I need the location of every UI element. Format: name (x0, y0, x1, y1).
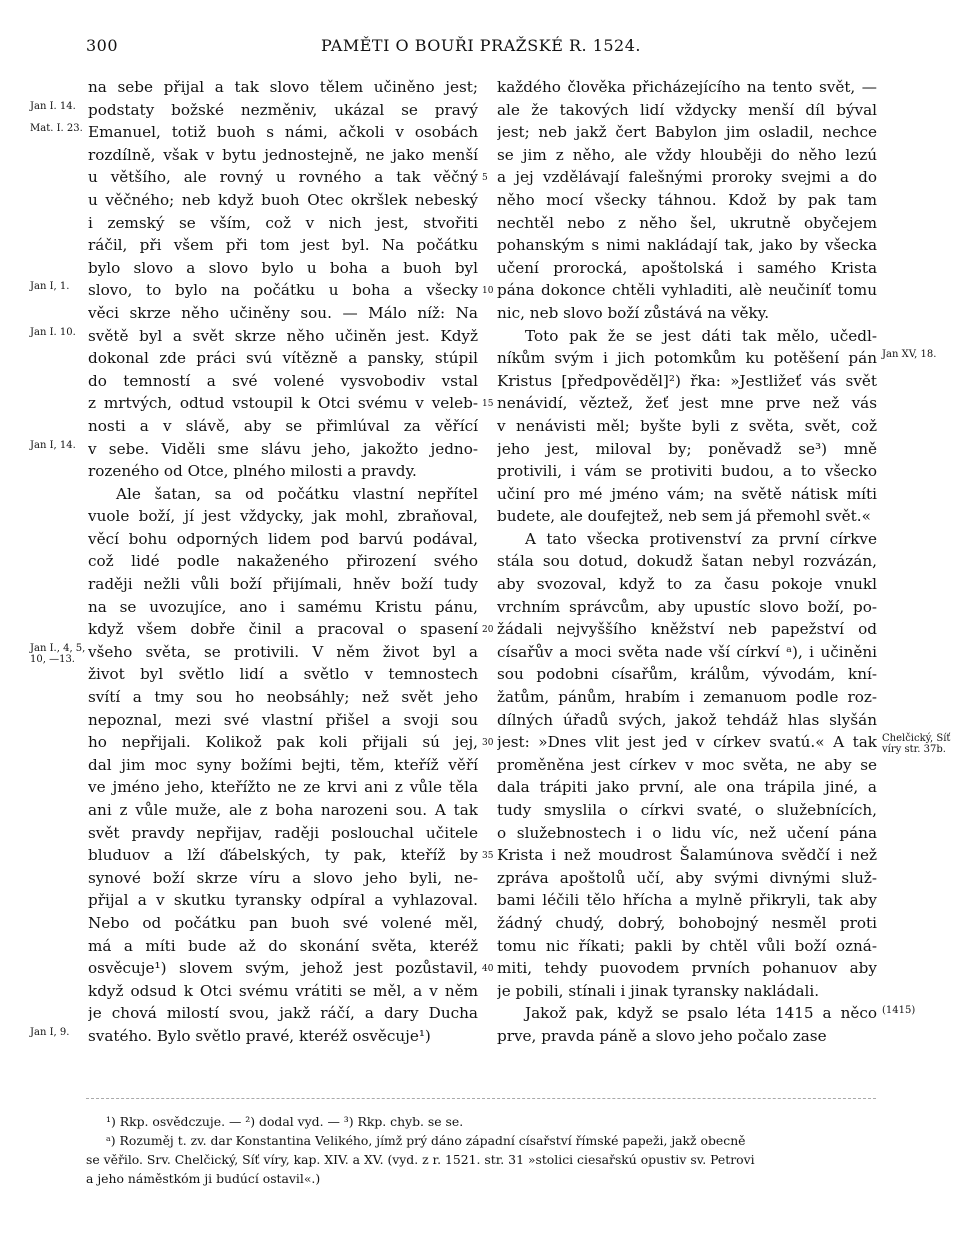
text-line: ani z vůle muže, ale z boha narozeni sou. A tak (88, 801, 478, 819)
text-line: jest; neb jakž čert Babylon jim osladil, nechce (497, 123, 877, 142)
text-line: miti, tehdy puovodem prvních pohanuov aby (497, 959, 877, 978)
text-line: Ale šatan, sa od počátku vlastní nepřítel (116, 484, 478, 503)
text-line: žádali nejvyššího kněžství neb papežství od (497, 620, 877, 639)
text-line: věci skrze něho učiněny sou. — Málo níž: Na (88, 303, 478, 322)
text-line: nechtěl nebo z něho šel, ukrutně obyčejem (497, 213, 877, 232)
text-line: A tato všecka protivenství za první církve (525, 529, 877, 548)
text-line: z mrtvých, odtud vstoupil k Otci svému v veleb- (88, 394, 478, 413)
footnote-divider (86, 1098, 876, 1100)
footnotes (86, 1112, 876, 1188)
text-line: zpráva apoštolů učí, aby svými divnými služ- (497, 868, 877, 887)
text-line: nic, neb slovo boží zůstává na věky. (497, 303, 770, 322)
footnote-line: se věřilo. Srv. Chelčický, Síť víry, kap. XIV. a XV. (vyd. z r. 1521. str. 31 »stolici ciesařskú opustiv sv. Petrovi (86, 1152, 755, 1167)
text-line: slovo, to bylo na počátku u boha a všecky (88, 281, 478, 300)
text-line: stála sou dotud, dokudž šatan nebyl rozvázán, (497, 552, 877, 571)
margin-note: Jan I. 14. (30, 100, 76, 112)
line-number: 10 (482, 286, 494, 297)
text-line: což lidé podle nakaženého přirození svého (88, 552, 478, 571)
text-line: protivili, i vám se protiviti budou, a to všecko (497, 462, 877, 481)
text-line: i zemský se vším, což v nich jest, stvořiti (88, 213, 478, 232)
text-line: má a míti bude až do skonání světa, kteréž (88, 936, 478, 955)
line-number: 35 (482, 851, 494, 862)
text-line: žatům, pánům, hrabím i zemanuom podle roz- (497, 688, 877, 707)
text-line: synové boží skrze víru a slovo jeho byli, ne- (88, 868, 478, 887)
text-line: nepoznal, mezi své vlastní přišel a svoji sou (88, 710, 478, 729)
text-line: ve jméno jeho, kteřížto ne ze krvi ani z vůle těla (88, 778, 478, 797)
text-line: žádný chudý, dobrý, bohobojný nesměl proti (497, 913, 877, 932)
line-number: 5 (482, 173, 488, 184)
margin-note: Jan I., 4, 5, 10, —13. (30, 643, 86, 665)
text-line: nosti a v slávě, aby se přimlúval za věřící (88, 416, 478, 435)
text-line: život byl světlo lidí a světlo v temnostech (88, 665, 478, 684)
margin-note: (1415) (882, 1004, 916, 1016)
text-line: tomu nic říkati; pakli by chtěl vůli boží ozná- (497, 936, 877, 955)
page-header (86, 36, 876, 60)
text-line: níkům svým i jich potomkům ku potěšení pán (497, 349, 877, 368)
text-line: se jim z něho, ale vždy hlouběji do něho lezú (497, 145, 877, 164)
text-line: rozdílně, však v bytu jednostejně, ne jako menší (88, 145, 478, 164)
text-line: Kristus [předpověděl]²) řka: »Jestližeť vás svět (497, 371, 877, 390)
line-number: 20 (482, 625, 494, 636)
text-line: rozeného od Otce, plného milosti a pravdy. (88, 462, 417, 481)
text-line: jest: »Dnes vlit jest jed v církev svatú.« A tak (497, 733, 877, 752)
text-line: vrchním správcům, aby upustíc slovo boží, po- (497, 597, 877, 616)
text-line: bluduov a lží ďábelských, ty pak, kteříž by (88, 846, 478, 865)
text-line: je pobili, stínali i jinak tyransky nakládali. (497, 981, 820, 1000)
text-line: světě byl a svět skrze něho učiněn jest. Když (88, 326, 478, 345)
text-line: bylo slovo a slovo bylo u boha a buoh byl (88, 258, 478, 277)
text-line: na se uvozujíce, ano i samému Kristu pánu, (88, 597, 478, 616)
text-line: když všem dobře činil a pracoval o spasení (88, 620, 478, 639)
text-line: dílných úřadů svých, jakož tehdáž hlas slyšán (497, 710, 877, 729)
text-line: a jej vzdělávají falešnými proroky svejmi a do (497, 168, 877, 187)
text-line: v nenávisti měl; byšte byli z světa, svět, což (497, 416, 877, 435)
left-text-column (88, 76, 478, 1048)
text-line: do temností a své volené vysvobodiv vstal (88, 371, 478, 390)
footnote-line: ¹) Rkp. osvědczuje. — ²) dodal vyd. — ³) Rkp. chyb. se se. (106, 1114, 464, 1129)
text-line: v sebe. Viděli sme slávu jeho, jakožto jedno- (88, 439, 478, 458)
line-number: 40 (482, 964, 494, 975)
text-line: budete, ale doufejtež, neb sem já přemohl svět.« (497, 507, 871, 526)
text-line: Emanuel, totiž buoh s námi, ačkoli v osobách (88, 123, 478, 142)
text-line: dala trápiti jako první, ale ona trápila jiné, a (497, 778, 877, 797)
margin-note: Jan XV, 18. (882, 349, 937, 361)
text-line: podstaty božské nezměniv, ukázal se pravý (88, 100, 478, 119)
right-text-column (497, 76, 877, 1048)
text-line: Jakož pak, když se psalo léta 1415 a něco (525, 1004, 877, 1023)
footnote-line: a jeho náměstkóm ji budúcí ostavil«.) (86, 1171, 321, 1186)
text-line: císařův a moci světa nade vší církví ᵃ), i učiněni (497, 642, 877, 661)
line-number: 15 (482, 399, 494, 410)
text-line: pohanským s nimi nakládají tak, jako by všecka (497, 236, 877, 255)
text-line: věcí bohu odporných lidem pod barvú podával, (88, 529, 478, 548)
text-line: proměněna jest církev v moc světa, ne aby se (497, 755, 877, 774)
text-line: svět pravdy nepřijav, raději poslouchal učitele (88, 823, 478, 842)
text-line: tudy smyslila o církvi svaté, o služebnících, (497, 801, 877, 819)
text-line: něho mocí všecky táhnou. Kdož by pak tam (497, 190, 877, 209)
text-line: vuole boží, jí jest vždycky, jak mohl, zbraňoval, (88, 507, 478, 526)
margin-note: Mat. I. 23. (30, 123, 83, 135)
text-line: pána dokonce chtěli vyhladiti, alè neučiníť tomu (497, 281, 877, 300)
margin-note: Jan I. 10. (30, 326, 76, 338)
text-line: o služebnostech i o lidu víc, než učení pána (497, 823, 877, 842)
text-line: bami léčili tělo hříchа a mylně přikryli, tak aby (497, 891, 877, 910)
margin-note: Chelčický, Síť víry str. 37b. (882, 733, 951, 756)
text-line: Nebo od počátku pan buoh své volené měl, (88, 913, 478, 932)
text-line: učení prorocká, apoštolská i samého Krista (497, 258, 877, 277)
text-line: ale že takových lidí vždycky menší díl býval (497, 100, 877, 119)
text-line: je chová milostí svou, jakž ráčí, a dary Ducha (88, 1004, 478, 1023)
text-line: ráčil, při všem při tom jest byl. Na počátku (88, 236, 478, 255)
text-line: osvěcuje¹) slovem svým, jehož jest pozůstavil, (88, 959, 478, 978)
text-line: všeho světa, se protivili. V něm život byl a (88, 642, 478, 661)
text-line: na sebe přijal a tak slovo tělem učiněno jest; (88, 78, 478, 96)
text-line: dokonal zde práci svú vítězně a pansky, stúpil (88, 349, 478, 368)
line-number: 30 (482, 738, 494, 749)
text-line: svítí a tmy sou ho neobsáhly; než svět jeho (88, 688, 478, 707)
text-line: sou podobni císařům, králům, vývodám, kní- (497, 665, 877, 684)
page-number: 300 (86, 36, 119, 55)
margin-note: Jan I, 14. (30, 439, 76, 451)
text-line: svatého. Bylo světlo pravé, kteréž osvěcuje¹) (88, 1026, 431, 1045)
text-line: když odsud k Otci svému vrátiti se měl, a v něm (88, 981, 478, 1000)
text-line: u většího, ale rovný u rovného a tak věčný (88, 168, 478, 187)
text-line: přijal a v skutku tyransky odpíral a vyhlazoval. (88, 891, 478, 910)
margin-note: Jan I, 9. (30, 1027, 70, 1039)
running-title: PAMĚTI O BOUŘI PRAŽSKÉ R. 1524. (321, 36, 641, 55)
text-line: každého člověka přicházejícího na tento svět, — (497, 78, 877, 96)
text-line: učiní pro mé jméno vám; na světě nátisk míti (497, 484, 877, 503)
text-line: nenávidí, věztež, žeť jest mne prve než vás (497, 394, 877, 413)
text-line: Toto pak že se jest dáti tak mělo, učedl- (525, 326, 877, 345)
text-line: aby svozoval, když to za času pokoje vnukl (497, 575, 877, 594)
text-line: dal jim moc syny božími bejti, těm, kteříž věří (88, 755, 478, 774)
text-line: prve, pravda páně a slovo jeho počalo zase (497, 1026, 827, 1045)
margin-note: Jan I, 1. (30, 281, 70, 293)
text-line: u věčného; neb když buoh Otec okršlek nebeský (88, 190, 478, 209)
text-line: Krista i než moudrost Šalamúnova svědčí i než (497, 846, 877, 865)
footnote-line: ᵃ) Rozuměj t. zv. dar Konstantina Velikého, jímž prý dáno západní císařství římské papeži, jakž obecně (106, 1133, 746, 1148)
text-line: jeho jest, miloval by; poněvadž se³) mně (497, 439, 877, 458)
text-line: raději nežli vůli boží přijímali, hněv boží tudy (88, 575, 478, 594)
text-line: ho nepřijali. Kolikož pak koli přijali sú jej, (88, 733, 478, 752)
